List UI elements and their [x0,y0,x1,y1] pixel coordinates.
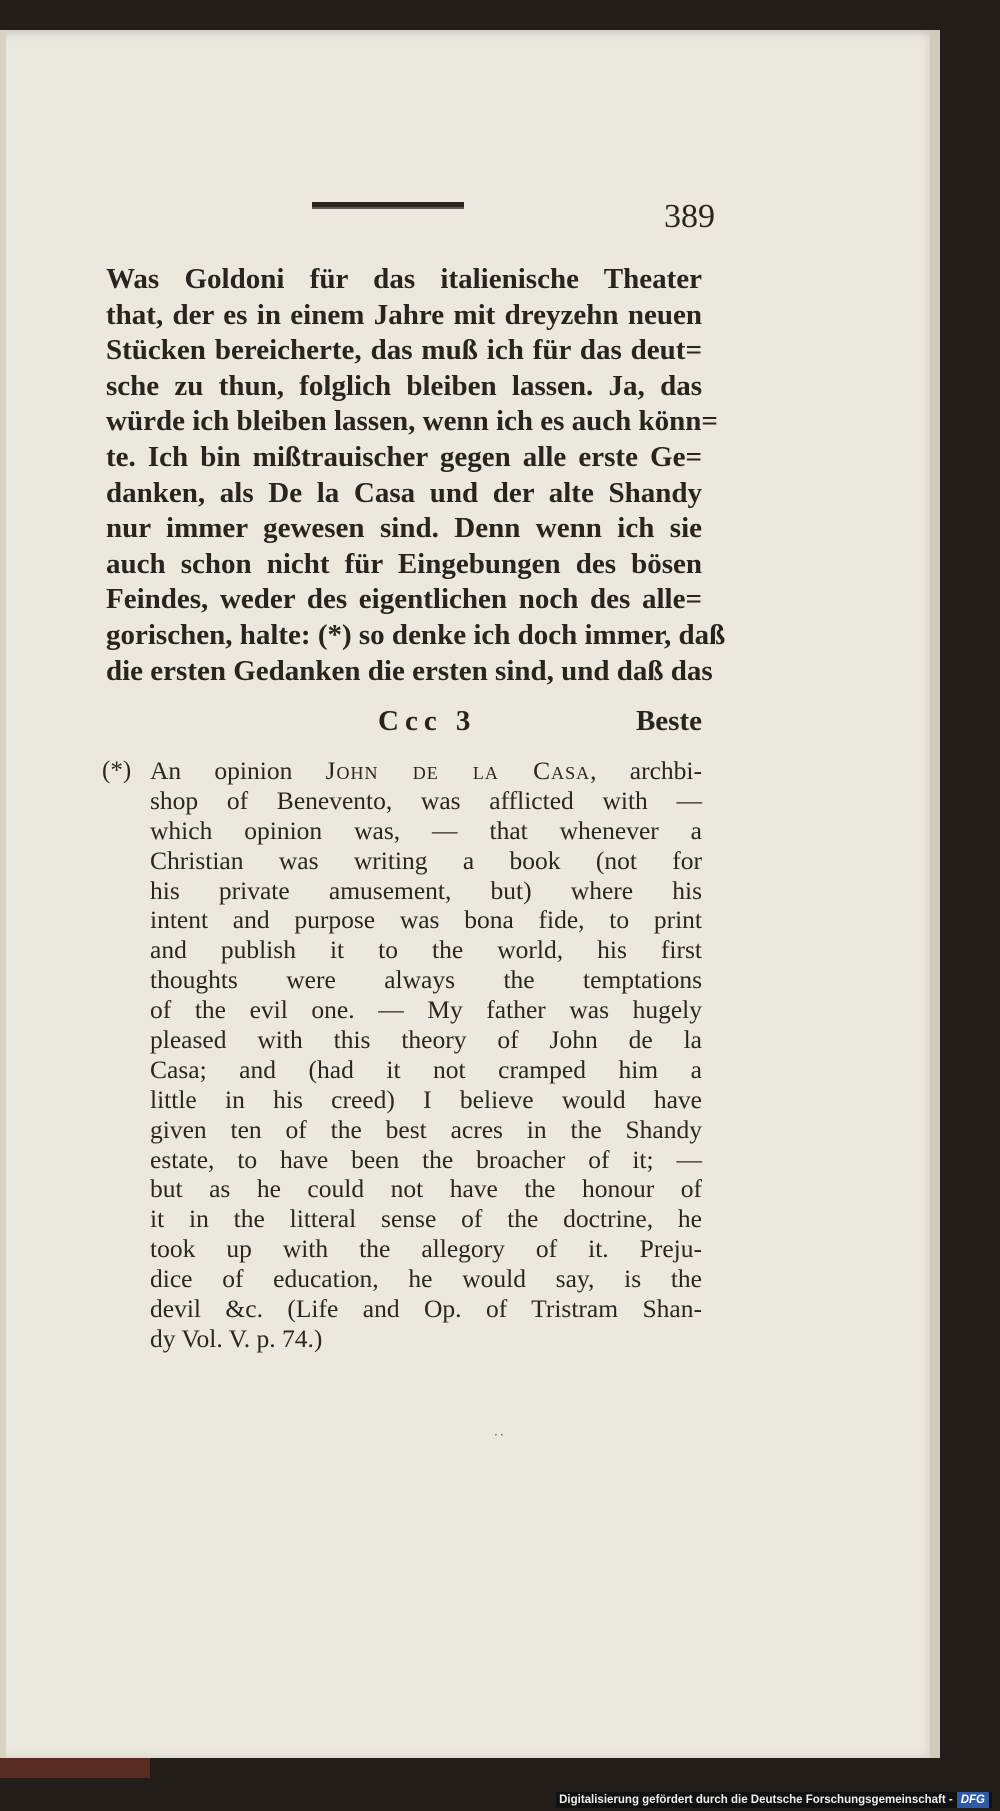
footnote-line: took up with the allegory of it. Preju- [150,1234,702,1264]
header-rule [312,202,464,209]
footnote-line: it in the litteral sense of the doctrine, he [150,1204,702,1234]
main-text-block [106,262,726,689]
text-line: that, der es in einem Jahre mit dreyzehn neuen [106,298,702,331]
footnote-line [150,756,702,786]
text-line: nur immer gewesen sind. Denn wenn ich sie [106,512,702,545]
footnote-line: little in his creed) I believe would have [150,1084,702,1114]
footnote-line: of the evil one. — My father was hugely [150,995,702,1025]
footnote-line: pleased with this theory of John de la [150,1025,702,1055]
footnote-block [150,756,702,1354]
text-line: gorischen, halte: (*) so denke ich doch immer, daß [106,618,726,651]
footnote-line: estate, to have been the broacher of it; — [150,1144,702,1174]
footnote-text: An opinion [150,756,326,785]
text-line: die ersten Gedanken die ersten sind, und daß das [106,654,713,687]
page-left-edge [0,30,6,1758]
footnote-line: dice of education, he would say, is the [150,1264,702,1294]
footnote-line: given ten of the best acres in the Shandy [150,1114,702,1144]
footnote-line: dy Vol. V. p. 74.) [150,1323,323,1353]
text-line: auch schon nicht für Eingebungen des bösen [106,547,702,580]
footnote-line: Christian was writing a book (not for [150,845,702,875]
footnote-line: which opinion was, — that whenever a [150,815,702,845]
footnote-line: devil &c. (Life and Op. of Tristram Shan- [150,1294,702,1324]
page-number: 389 [664,198,715,235]
digitization-credit [556,1792,992,1808]
text-line: Stücken bereicherte, das muß ich für das deut= [106,334,702,367]
footnote-line: shop of Benevento, was afflicted with — [150,785,702,815]
page-right-edge [930,30,940,1758]
footnote-line: but as he could not have the honour of [150,1174,702,1204]
footnote-line: and publish it to the world, his first [150,935,702,965]
footnote-marker: (*) [102,757,132,784]
footnote-line: thoughts were always the temptations [150,965,702,995]
catchword: Beste [635,705,702,737]
text-line: würde ich bleiben lassen, wenn ich es auch könn= [106,405,718,438]
dfg-logo: DFG [957,1792,989,1808]
credit-text: Digitalisierung gefördert durch die Deutsche Forschungsgemeinschaft - [559,1794,953,1806]
text-line: Feindes, weder des eigentlichen noch des alle= [106,583,702,616]
text-line: danken, als De la Casa und der alte Shandy [106,476,702,509]
author-name: John de la Casa [325,756,591,785]
signature-mark: Ccc 3 [378,705,477,737]
footnote-line: his private amusement, but) where his [150,875,702,905]
text-line: Was Goldoni für das italienische Theater [106,263,702,295]
footnote-text: , archbi- [590,756,702,785]
footnote-line: intent and purpose was bona fide, to print [150,905,702,935]
ink-speck: ·· [494,1428,506,1442]
text-line: te. Ich bin mißtrauischer gegen alle erste Ge= [106,440,702,473]
footnote-line: Casa; and (had it not cramped him a [150,1054,702,1084]
text-line: sche zu thun, folglich bleiben lassen. Ja, das [106,369,702,402]
binding-strip [0,1758,150,1778]
